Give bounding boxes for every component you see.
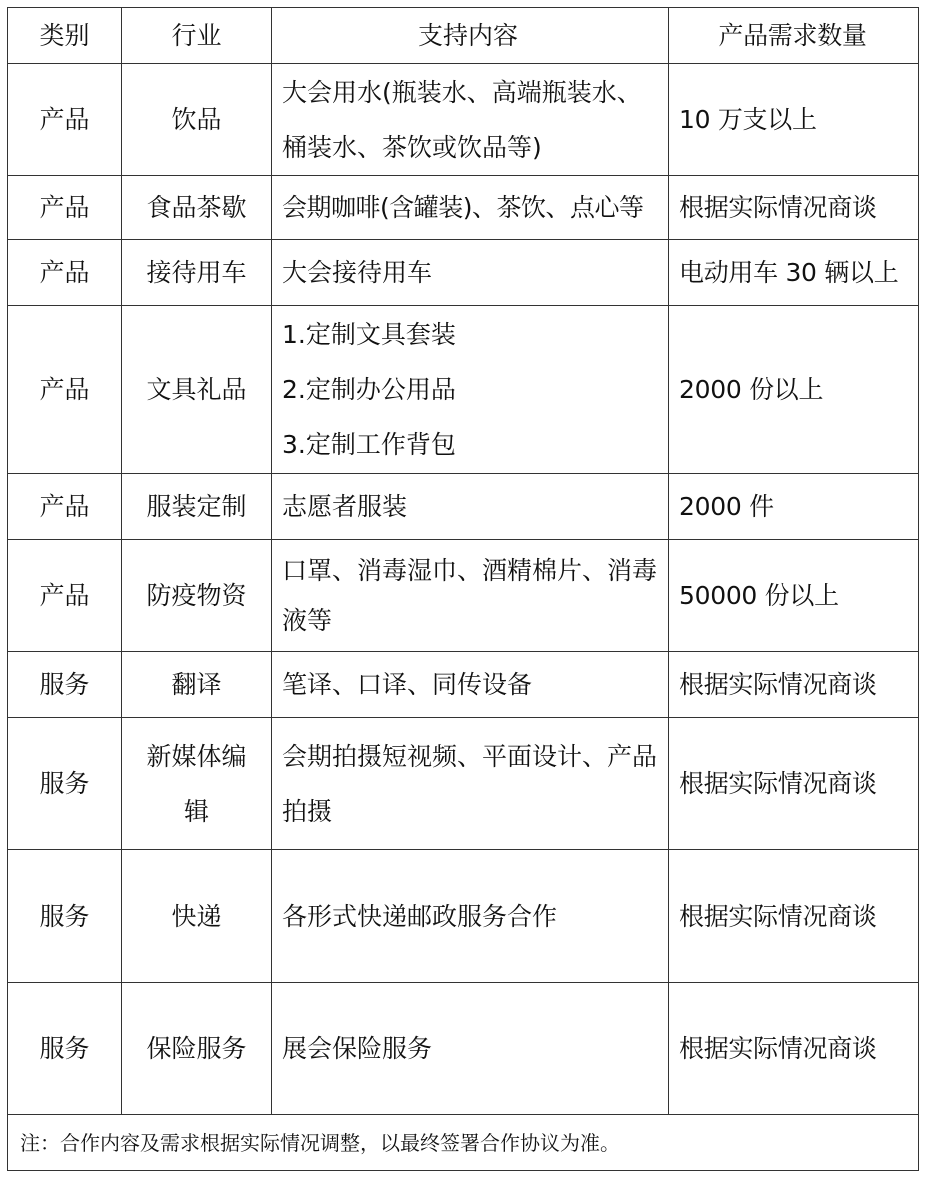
industry-line: 新媒体编 bbox=[146, 741, 247, 771]
cell-industry bbox=[122, 240, 272, 306]
cell-quantity: 2000 件 bbox=[669, 474, 919, 540]
cell-industry bbox=[122, 540, 272, 652]
table-row bbox=[8, 306, 919, 474]
content-line: 大会用水(瓶装水、高端瓶装水、 bbox=[282, 77, 642, 107]
cell-industry bbox=[122, 474, 272, 540]
content-line: 口罩、消毒湿巾、酒精棉片、消毒 bbox=[282, 555, 658, 585]
content-line: 桶装水、茶饮或饮品等) bbox=[282, 132, 542, 162]
header-industry: 行业 bbox=[122, 8, 272, 64]
table-row bbox=[8, 240, 919, 306]
content-line: 拍摄 bbox=[282, 796, 333, 826]
industry-line: 接待用车 bbox=[146, 258, 247, 287]
cell-industry bbox=[122, 64, 272, 176]
table-row bbox=[8, 540, 919, 652]
industry-line: 保险服务 bbox=[146, 1034, 247, 1063]
content-line: 3.定制工作背包 bbox=[282, 430, 456, 459]
cell-industry bbox=[122, 652, 272, 718]
header-category: 类别 bbox=[8, 8, 122, 64]
cell-industry bbox=[122, 306, 272, 474]
cell-quantity: 50000 份以上 bbox=[669, 540, 919, 652]
cell-quantity: 根据实际情况商谈 bbox=[669, 983, 919, 1115]
cell-content bbox=[272, 652, 669, 718]
table-row bbox=[8, 718, 919, 850]
table-body bbox=[8, 64, 919, 1171]
cell-quantity: 根据实际情况商谈 bbox=[669, 652, 919, 718]
table-row bbox=[8, 474, 919, 540]
content-line: 会期拍摄短视频、平面设计、产品 bbox=[282, 741, 658, 771]
cell-content bbox=[272, 718, 669, 850]
cell-quantity: 10 万支以上 bbox=[669, 64, 919, 176]
table-note: 注：合作内容及需求根据实际情况调整，以最终签署合作协议为准。 bbox=[8, 1115, 919, 1171]
note-row bbox=[8, 1115, 919, 1171]
cell-quantity: 2000 份以上 bbox=[669, 306, 919, 474]
content-line: 1.定制文具套装 bbox=[282, 320, 456, 349]
cell-category: 产品 bbox=[8, 176, 122, 240]
cell-category: 服务 bbox=[8, 983, 122, 1115]
table-row bbox=[8, 64, 919, 176]
cell-content bbox=[272, 540, 669, 652]
cell-content bbox=[272, 306, 669, 474]
cell-content bbox=[272, 64, 669, 176]
cell-quantity: 电动用车 30 辆以上 bbox=[669, 240, 919, 306]
cell-category: 产品 bbox=[8, 540, 122, 652]
cell-category: 产品 bbox=[8, 306, 122, 474]
content-line: 大会接待用车 bbox=[282, 258, 433, 287]
cell-category: 服务 bbox=[8, 850, 122, 983]
cell-quantity: 根据实际情况商谈 bbox=[669, 718, 919, 850]
header-content: 支持内容 bbox=[272, 8, 669, 64]
cell-content bbox=[272, 474, 669, 540]
cell-category: 产品 bbox=[8, 474, 122, 540]
table-row bbox=[8, 850, 919, 983]
cell-industry bbox=[122, 850, 272, 983]
content-line: 2.定制办公用品 bbox=[282, 375, 456, 404]
content-line: 各形式快递邮政服务合作 bbox=[282, 901, 558, 931]
industry-line: 快递 bbox=[171, 901, 222, 931]
industry-line: 服装定制 bbox=[146, 492, 247, 521]
sponsorship-needs-table bbox=[7, 7, 919, 1171]
industry-line: 饮品 bbox=[171, 105, 222, 134]
cell-category: 服务 bbox=[8, 718, 122, 850]
table-row bbox=[8, 176, 919, 240]
table-row bbox=[8, 652, 919, 718]
content-line: 会期咖啡(含罐装)、茶饮、点心等 bbox=[282, 193, 644, 222]
cell-quantity: 根据实际情况商谈 bbox=[669, 850, 919, 983]
industry-line: 文具礼品 bbox=[146, 375, 247, 404]
cell-industry bbox=[122, 718, 272, 850]
industry-line: 防疫物资 bbox=[146, 581, 247, 610]
content-line: 笔译、口译、同传设备 bbox=[282, 670, 533, 699]
cell-content bbox=[272, 176, 669, 240]
content-line: 志愿者服装 bbox=[282, 492, 408, 521]
industry-line: 食品茶歇 bbox=[146, 193, 247, 222]
industry-line: 翻译 bbox=[171, 670, 222, 699]
table-row bbox=[8, 983, 919, 1115]
industry-line: 辑 bbox=[183, 796, 209, 826]
content-line: 展会保险服务 bbox=[282, 1034, 433, 1063]
content-line: 液等 bbox=[282, 605, 333, 635]
cell-category: 产品 bbox=[8, 64, 122, 176]
cell-content bbox=[272, 983, 669, 1115]
table-header-row bbox=[8, 8, 919, 64]
cell-quantity: 根据实际情况商谈 bbox=[669, 176, 919, 240]
cell-category: 服务 bbox=[8, 652, 122, 718]
cell-content bbox=[272, 240, 669, 306]
cell-industry bbox=[122, 176, 272, 240]
header-quantity: 产品需求数量 bbox=[669, 8, 919, 64]
cell-category: 产品 bbox=[8, 240, 122, 306]
cell-industry bbox=[122, 983, 272, 1115]
cell-content bbox=[272, 850, 669, 983]
